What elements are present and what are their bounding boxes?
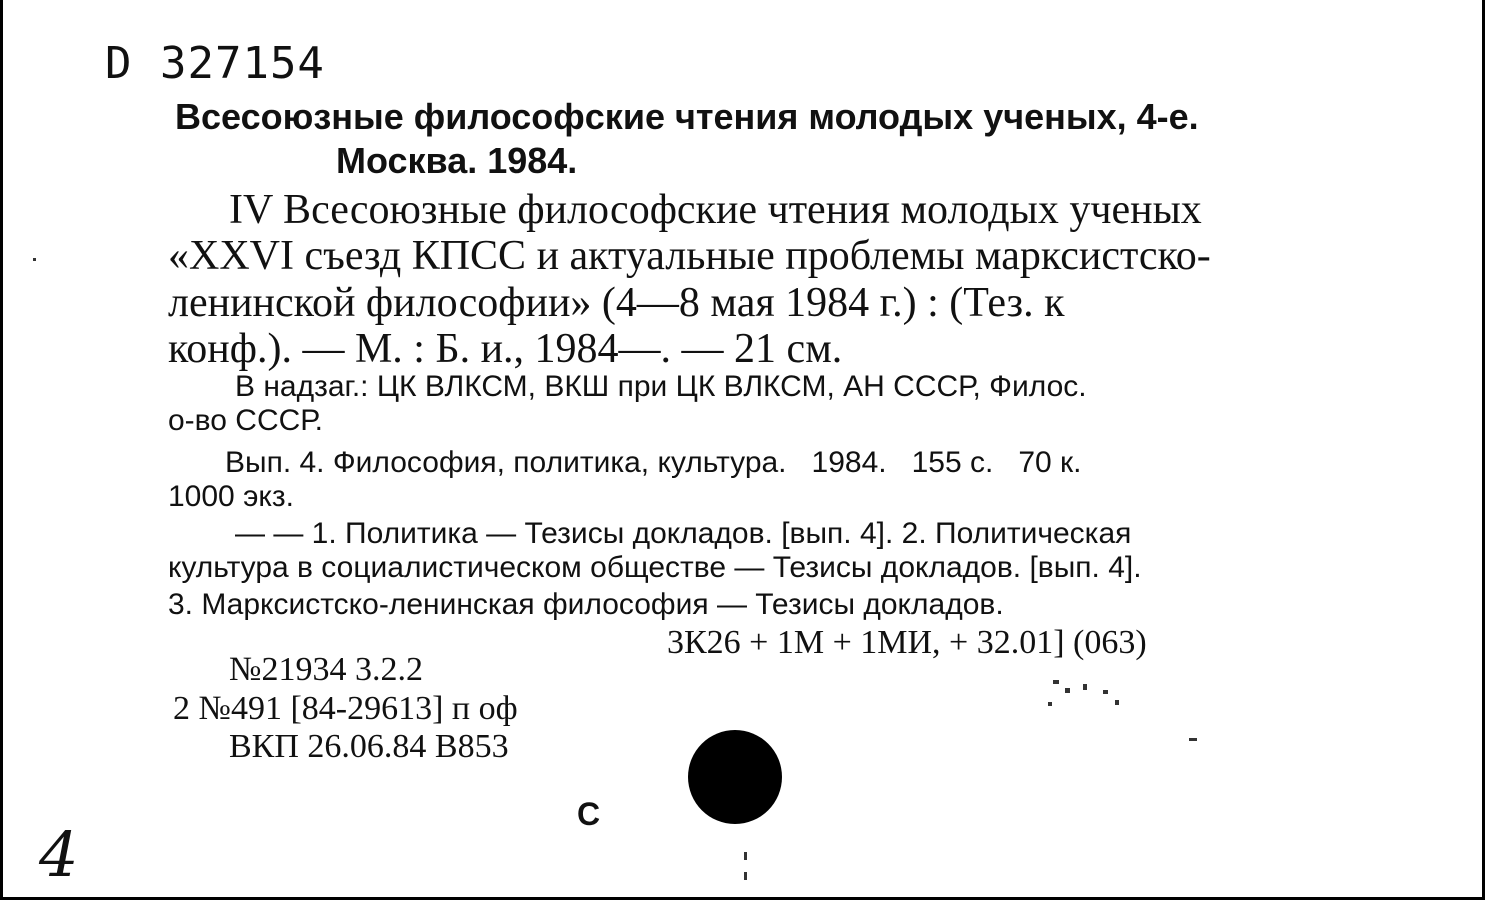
scan-speck [1103, 690, 1108, 694]
subject-line: — — 1. Политика — Тезисы докладов. [вып. 4]. 2. Политическая [235, 517, 1132, 550]
scan-speck [1083, 684, 1087, 690]
issue-line: 1000 экз. [168, 480, 294, 513]
note-line: В надзаг.: ЦК ВЛКСМ, ВКШ при ЦК ВЛКСМ, АН СССР, Филос. [235, 370, 1087, 403]
title-line: IV Всесоюзные философские чтения молодых ученых [229, 187, 1202, 233]
title-line: «XXVI съезд КПСС и актуальные проблемы марксистско- [168, 233, 1211, 279]
mark-letter: С [577, 796, 601, 832]
issue-line: Вып. 4. Философия, политика, культура. 1984. 155 с. 70 к. [225, 446, 1082, 479]
registry-line: ВКП 26.06.84 В853 [229, 728, 509, 765]
handwritten-mark: 4 [39, 818, 79, 891]
scan-speck [744, 852, 747, 860]
scan-speck [1065, 688, 1070, 693]
scan-speck [1048, 702, 1052, 706]
registry-line: №21934 3.2.2 [229, 651, 423, 688]
scan-speck [744, 872, 747, 880]
call-number: D 327154 [105, 38, 325, 89]
heading-line-1: Всесоюзные философские чтения молодых ученых, 4-е. [175, 96, 1199, 137]
scan-speck [1189, 738, 1197, 741]
title-line: конф.). — М. : Б. и., 1984—. — 21 см. [168, 326, 843, 372]
note-line: о-во СССР. [168, 404, 323, 437]
subject-line: 3. Марксистско-ленинская философия — Тезисы докладов. [168, 588, 1004, 621]
scan-speck [1115, 700, 1119, 705]
registry-line: 2 №491 [84-29613] п оф [173, 690, 518, 727]
scan-speck [33, 258, 36, 261]
subject-line: культура в социалистическом обществе — Тезисы докладов. [вып. 4]. [168, 551, 1142, 584]
heading-line-2: Москва. 1984. [336, 140, 578, 181]
title-line: ленинской философии» (4—8 мая 1984 г.) : (Тез. к [168, 280, 1065, 326]
scan-speck [1053, 680, 1059, 684]
punch-hole [688, 730, 782, 824]
classification-index: 3К26 + 1М + 1МИ, + 32.01] (063) [667, 624, 1147, 661]
